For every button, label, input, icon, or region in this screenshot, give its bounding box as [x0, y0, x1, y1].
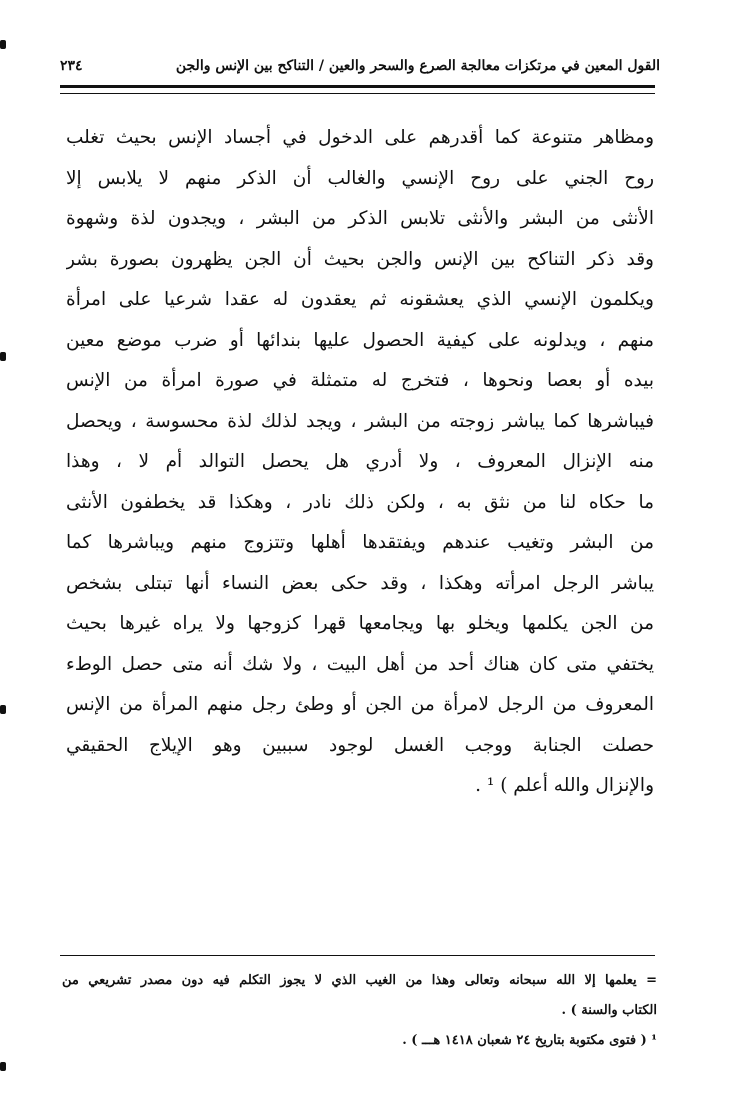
body-line: بيده أو بعصا ونحوها ، فتخرج له متمثلة في صورة امرأة من الإنس: [66, 370, 654, 391]
body-line: ويكلمون الإنسي الذي يعشقونه ثم يعقدون له عقدا شرعيا على امرأة: [66, 289, 654, 310]
running-header-title: القول المعين في مرتكزات معالجة الصرع والسحر والعين / التناكح بين الإنس والجن: [175, 58, 660, 74]
body-line: من الجن يكلمها ويخلو بها ويجامعها قهرا كزوجها ولا يراه غيرها بحيث: [66, 613, 654, 634]
body-line: وقد ذكر التناكح بين الإنس والجن بحيث أن الجن يظهرون بصورة بشر: [66, 248, 654, 270]
footnote-line: = يعلمها إلا الله سبحانه وتعالى وهذا من الغيب الذي لا يجوز التكلم فيه دون مصدر تشريعي من: [62, 973, 657, 988]
running-header: [60, 54, 660, 84]
footnotes: [62, 966, 657, 1056]
body-line: منه الإنزال المعروف ، ولا أدري هل يحصل التوالد أم لا ، وهذا: [66, 451, 654, 472]
footnote-line: ¹ ( فتوى مكتوبة بتاريخ ٢٤ شعبان ١٤١٨ هـــ ) .: [402, 1033, 657, 1048]
footnote-line: الكتاب والسنة ) .: [561, 1003, 657, 1018]
body-text: [66, 118, 654, 807]
body-line: منهم ، ويدلونه على كيفية الحصول عليها بندائها أو ضرب موضع معين: [66, 329, 654, 351]
page-number: ٢٣٤: [60, 58, 83, 74]
body-line: من البشر وتغيب عندهم ويفتقدها أهلها وتتزوج منهم ويباشرها كما: [66, 532, 654, 553]
body-line: فيباشرها كما يباشر زوجته من البشر ، ويجد لذلك لذة محسوسة ، ويحصل: [66, 410, 654, 432]
scan-mark: [0, 40, 6, 49]
header-rule-thin: [60, 93, 655, 94]
body-line: حصلت الجنابة ووجب الغسل لوجود سببين وهو الإيلاج الحقيقي: [66, 734, 654, 756]
header-rule-thick: [60, 85, 655, 88]
body-line: الأنثى من البشر والأنثى تلابس الذكر من البشر ، ويجدون لذة وشهوة: [66, 208, 654, 229]
body-line: يختفي متى كان هناك أحد من أهل البيت ، ولا شك أنه متى حصل الوطء: [66, 653, 654, 675]
footnote-separator: [60, 955, 655, 956]
scan-mark: [0, 352, 6, 361]
body-line: ما حكاه لنا من نثق به ، ولكن ذلك نادر ، وهكذا قد يخطفون الأنثى: [66, 491, 654, 513]
body-line: يباشر الرجل امرأته وهكذا ، وقد حكى بعض النساء أنها تبتلى بشخص: [66, 572, 654, 594]
scan-mark: [0, 705, 6, 714]
body-line: روح الجني على روح الإنسي والغالب أن الذكر منهم لا يلابس إلا: [66, 167, 654, 189]
body-line: ومظاهر متنوعة كما أقدرهم على الدخول في أجساد الإنس بحيث تغلب: [66, 127, 654, 148]
body-line: المعروف من الرجل لامرأة من الجن أو وطئ رجل منهم المرأة من الإنس: [66, 694, 654, 715]
scan-mark: [0, 1062, 6, 1071]
body-line: والإنزال والله أعلم ) ¹ .: [475, 775, 654, 796]
